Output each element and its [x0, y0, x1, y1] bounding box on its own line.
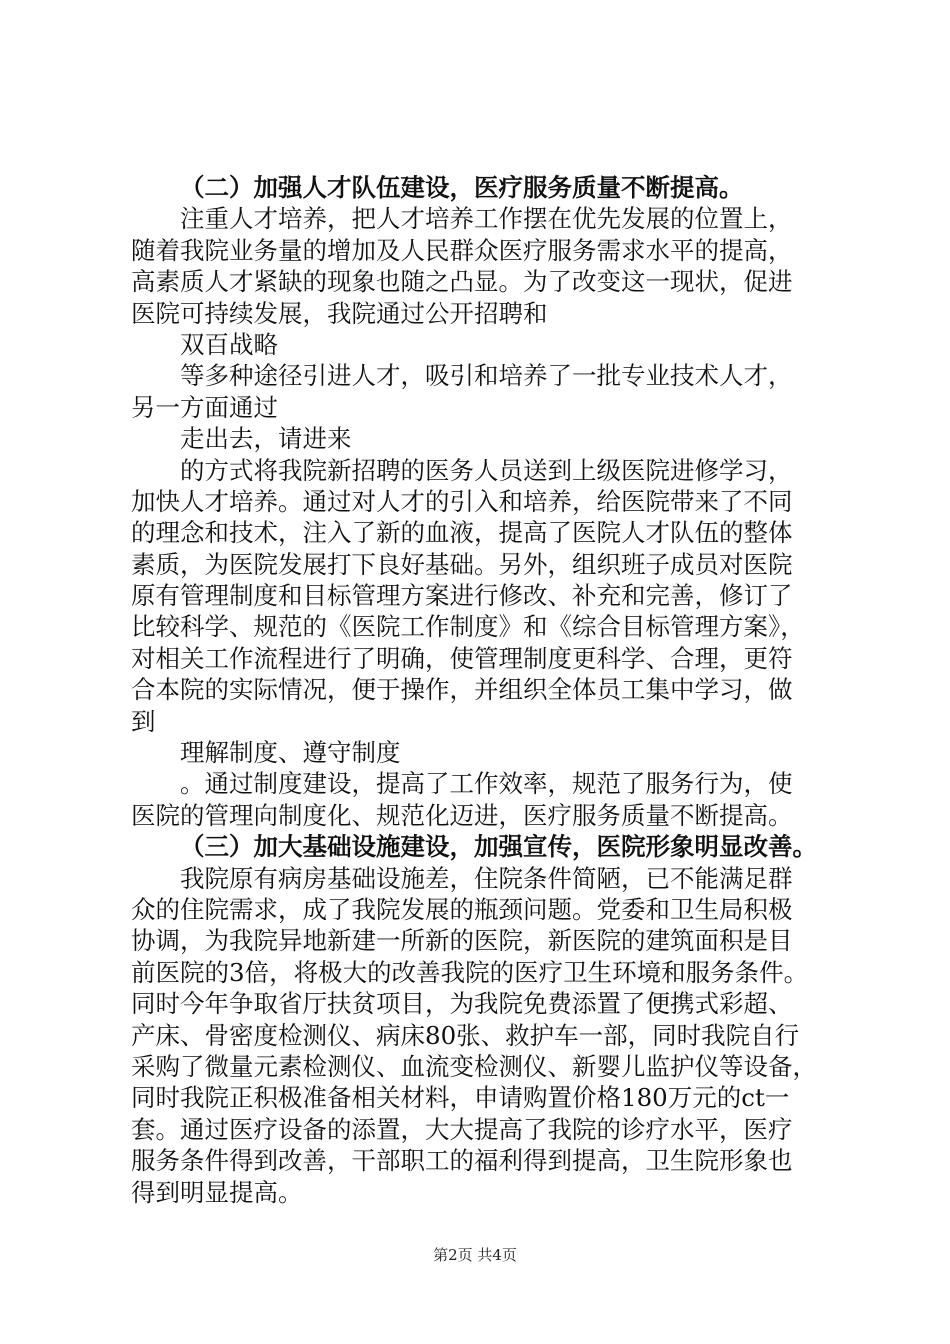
text-line: 我院原有病房基础设施差，住院条件简陋，已不能满足群 — [180, 863, 793, 893]
text-line: 服务条件得到改善，干部职工的福利得到提高，卫生院形象也 — [131, 1146, 793, 1176]
text-line: 医院可持续发展，我院通过公开招聘和 — [131, 298, 548, 328]
text-line: 的方式将我院新招聘的医务人员送到上级医院进修学习， — [180, 455, 793, 485]
text-line: 另一方面通过 — [131, 392, 278, 422]
text-line: 前医院的3倍，将极大的改善我院的医疗卫生环境和服务条件。 — [131, 957, 809, 987]
text-line: 医院的管理向制度化、规范化迈进，医疗服务质量不断提高。 — [131, 800, 793, 830]
text-line: 等多种途径引进人才，吸引和培养了一批专业技术人才， — [180, 361, 793, 391]
text-line: 到 — [131, 706, 156, 736]
text-line: 注重人才培养，把人才培养工作摆在优先发展的位置上， — [180, 204, 793, 234]
text-line: 比较科学、规范的《医院工作制度》和《综合目标管理方案》， — [131, 612, 805, 642]
section-heading: （二）加强人才队伍建设，医疗服务质量不断提高。 — [180, 173, 744, 202]
text-line: 加快人才培养。通过对人才的引入和培养，给医院带来了不同 — [131, 486, 793, 516]
text-line: 高素质人才紧缺的现象也随之凸显。为了改变这一现状，促进 — [131, 267, 793, 297]
document-body — [131, 172, 843, 1208]
page-footer: 第2页 共4页 — [433, 1246, 517, 1264]
text-line: 随着我院业务量的增加及人民群众医疗服务需求水平的提高， — [131, 235, 793, 265]
text-line: 采购了微量元素检测仪、血流变检测仪、新婴儿监护仪等设备， — [131, 1051, 817, 1081]
text-line: 产床、骨密度检测仪、病床80张、救护车一部，同时我院自行 — [131, 1020, 800, 1050]
text-line: 协调，为我院异地新建一所新的医院，新医院的建筑面积是目 — [131, 926, 793, 956]
text-line: 理解制度、遵守制度 — [180, 738, 401, 768]
text-line: 众的住院需求，成了我院发展的瓶颈问题。党委和卫生局积极 — [131, 894, 793, 924]
text-line: 素质，为医院发展打下良好基础。另外，组织班子成员对医院 — [131, 549, 793, 579]
text-line: 得到明显提高。 — [131, 1177, 303, 1207]
text-line: 的理念和技术，注入了新的血液，提高了医院人才队伍的整体 — [131, 518, 793, 548]
text-line: 走出去，请进来 — [180, 424, 352, 454]
text-line: 套。通过医疗设备的添置，大大提高了我院的诊疗水平，医疗 — [131, 1114, 793, 1144]
text-line: 同时今年争取省厅扶贫项目，为我院免费添置了便携式彩超、 — [131, 989, 793, 1019]
text-line: 。通过制度建设，提高了工作效率，规范了服务行为，使 — [180, 769, 793, 799]
text-line: 原有管理制度和目标管理方案进行修改、补充和完善，修订了 — [131, 581, 793, 611]
text-line: 同时我院正积极准备相关材料，申请购置价格180万元的ct一 — [131, 1083, 790, 1113]
text-line: 双百战略 — [180, 329, 278, 359]
text-line: 对相关工作流程进行了明确，使管理制度更科学、合理，更符 — [131, 643, 793, 673]
section-heading: （三）加大基础设施建设，加强宣传，医院形象明显改善。 — [180, 832, 817, 862]
text-line: 合本院的实际情况，便于操作，并组织全体员工集中学习，做 — [131, 675, 793, 705]
